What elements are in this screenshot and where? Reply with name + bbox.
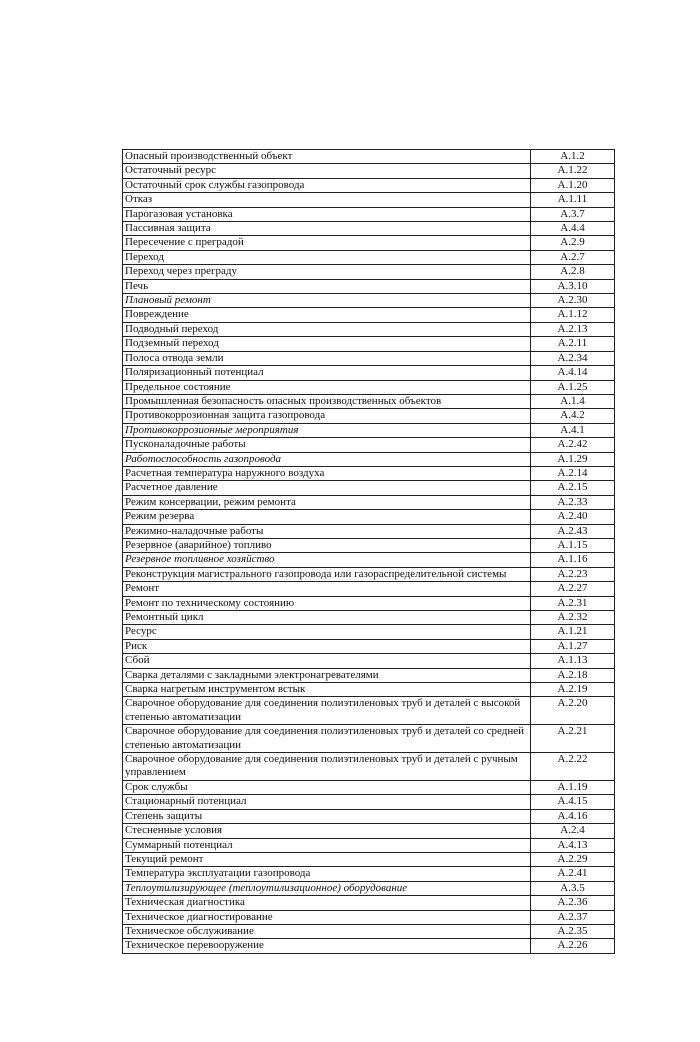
term-cell: Ресурс [123, 625, 531, 639]
reference-cell: А.2.29 [531, 852, 615, 866]
terms-index-table [122, 149, 615, 954]
table-row [123, 725, 615, 753]
term-cell: Парогазовая установка [123, 207, 531, 221]
reference-cell: А.2.20 [531, 697, 615, 725]
term-cell: Техническая диагностика [123, 896, 531, 910]
table-row [123, 351, 615, 365]
term-cell: Техническое диагностирование [123, 910, 531, 924]
table-row [123, 438, 615, 452]
reference-cell: А.2.33 [531, 495, 615, 509]
term-cell: Повреждение [123, 308, 531, 322]
term-cell: Ремонт [123, 582, 531, 596]
term-cell: Теплоутилизирующее (теплоутилизационное) оборудование [123, 881, 531, 895]
table-row [123, 265, 615, 279]
reference-cell: А.2.11 [531, 337, 615, 351]
term-cell: Противокоррозионные мероприятия [123, 423, 531, 437]
reference-cell: А.2.32 [531, 611, 615, 625]
term-cell: Стационарный потенциал [123, 795, 531, 809]
table-row [123, 910, 615, 924]
reference-cell: А.2.18 [531, 668, 615, 682]
reference-cell: А.2.42 [531, 438, 615, 452]
table-row [123, 466, 615, 480]
term-cell: Отказ [123, 193, 531, 207]
table-row [123, 236, 615, 250]
table-row [123, 824, 615, 838]
term-cell: Плановый ремонт [123, 294, 531, 308]
reference-cell: А.4.16 [531, 809, 615, 823]
table-row [123, 366, 615, 380]
reference-cell: А.3.5 [531, 881, 615, 895]
reference-cell: А.3.10 [531, 279, 615, 293]
table-row [123, 553, 615, 567]
table-row [123, 308, 615, 322]
term-cell: Остаточный срок службы газопровода [123, 178, 531, 192]
term-cell: Ремонтный цикл [123, 611, 531, 625]
term-cell: Сбой [123, 654, 531, 668]
reference-cell: А.4.14 [531, 366, 615, 380]
table-row [123, 538, 615, 552]
term-cell: Пусконаладочные работы [123, 438, 531, 452]
reference-cell: А.2.41 [531, 867, 615, 881]
reference-cell: А.2.19 [531, 683, 615, 697]
term-cell: Работоспособность газопровода [123, 452, 531, 466]
reference-cell: А.4.15 [531, 795, 615, 809]
table-row [123, 596, 615, 610]
table-row [123, 639, 615, 653]
table-row [123, 939, 615, 953]
reference-cell: А.2.43 [531, 524, 615, 538]
term-cell: Сварочное оборудование для соединения полиэтиленовых труб и деталей с высокой степенью автоматизации [123, 697, 531, 725]
reference-cell: А.2.9 [531, 236, 615, 250]
term-cell: Ремонт по техническому состоянию [123, 596, 531, 610]
term-cell: Режим консервации, режим ремонта [123, 495, 531, 509]
table-row [123, 668, 615, 682]
reference-cell: А.2.40 [531, 510, 615, 524]
table-row [123, 380, 615, 394]
reference-cell: А.1.4 [531, 394, 615, 408]
reference-cell: А.1.11 [531, 193, 615, 207]
reference-cell: А.2.34 [531, 351, 615, 365]
table-row [123, 452, 615, 466]
reference-cell: А.1.25 [531, 380, 615, 394]
term-cell: Поляризационный потенциал [123, 366, 531, 380]
reference-cell: А.2.15 [531, 481, 615, 495]
table-row [123, 838, 615, 852]
term-cell: Режимно-наладочные работы [123, 524, 531, 538]
table-row [123, 567, 615, 581]
term-cell: Текущий ремонт [123, 852, 531, 866]
reference-cell: А.2.22 [531, 753, 615, 781]
reference-cell: А.2.8 [531, 265, 615, 279]
table-row [123, 896, 615, 910]
term-cell: Сварочное оборудование для соединения полиэтиленовых труб и деталей со средней степенью автоматизации [123, 725, 531, 753]
reference-cell: А.2.27 [531, 582, 615, 596]
term-cell: Резервное топливное хозяйство [123, 553, 531, 567]
term-cell: Подводный переход [123, 322, 531, 336]
term-cell: Промышленная безопасность опасных производственных объектов [123, 394, 531, 408]
reference-cell: А.2.26 [531, 939, 615, 953]
table-row [123, 795, 615, 809]
reference-cell: А.2.7 [531, 250, 615, 264]
table-row [123, 322, 615, 336]
table-row [123, 683, 615, 697]
term-cell: Риск [123, 639, 531, 653]
reference-cell: А.3.7 [531, 207, 615, 221]
term-cell: Сварочное оборудование для соединения полиэтиленовых труб и деталей с ручным управлением [123, 753, 531, 781]
term-cell: Суммарный потенциал [123, 838, 531, 852]
table-row [123, 481, 615, 495]
term-cell: Техническое перевооружение [123, 939, 531, 953]
reference-cell: А.1.29 [531, 452, 615, 466]
reference-cell: А.1.2 [531, 150, 615, 164]
reference-cell: А.1.21 [531, 625, 615, 639]
table-row [123, 582, 615, 596]
reference-cell: А.2.35 [531, 924, 615, 938]
table-row [123, 164, 615, 178]
term-cell: Сварка нагретым инструментом встык [123, 683, 531, 697]
table-row [123, 611, 615, 625]
table-row [123, 809, 615, 823]
table-row [123, 524, 615, 538]
reference-cell: А.2.21 [531, 725, 615, 753]
term-cell: Опасный производственный объект [123, 150, 531, 164]
reference-cell: А.2.30 [531, 294, 615, 308]
table-row [123, 423, 615, 437]
term-cell: Срок службы [123, 780, 531, 794]
term-cell: Пересечение с преградой [123, 236, 531, 250]
term-cell: Полоса отвода земли [123, 351, 531, 365]
table-row [123, 697, 615, 725]
term-cell: Пассивная защита [123, 222, 531, 236]
reference-cell: А.1.12 [531, 308, 615, 322]
table-row [123, 207, 615, 221]
term-cell: Переход через преграду [123, 265, 531, 279]
term-cell: Режим резерва [123, 510, 531, 524]
table-row [123, 510, 615, 524]
term-cell: Реконструкция магистрального газопровода или газораспределительной системы [123, 567, 531, 581]
table-row [123, 222, 615, 236]
term-cell: Техническое обслуживание [123, 924, 531, 938]
term-cell: Расчетная температура наружного воздуха [123, 466, 531, 480]
reference-cell: А.2.13 [531, 322, 615, 336]
table-row [123, 924, 615, 938]
reference-cell: А.1.27 [531, 639, 615, 653]
reference-cell: А.1.19 [531, 780, 615, 794]
table-row [123, 753, 615, 781]
table-row [123, 279, 615, 293]
reference-cell: А.2.37 [531, 910, 615, 924]
reference-cell: А.4.13 [531, 838, 615, 852]
term-cell: Предельное состояние [123, 380, 531, 394]
term-cell: Печь [123, 279, 531, 293]
terms-index-body [123, 150, 615, 954]
table-row [123, 867, 615, 881]
table-row [123, 193, 615, 207]
table-row [123, 881, 615, 895]
reference-cell: А.2.14 [531, 466, 615, 480]
term-cell: Противокоррозионная защита газопровода [123, 409, 531, 423]
table-row [123, 654, 615, 668]
table-row [123, 780, 615, 794]
reference-cell: А.1.15 [531, 538, 615, 552]
reference-cell: А.2.4 [531, 824, 615, 838]
term-cell: Степень защиты [123, 809, 531, 823]
reference-cell: А.2.31 [531, 596, 615, 610]
reference-cell: А.1.13 [531, 654, 615, 668]
table-row [123, 250, 615, 264]
table-row [123, 625, 615, 639]
table-row [123, 294, 615, 308]
reference-cell: А.4.4 [531, 222, 615, 236]
reference-cell: А.4.2 [531, 409, 615, 423]
reference-cell: А.2.23 [531, 567, 615, 581]
term-cell: Температура эксплуатации газопровода [123, 867, 531, 881]
term-cell: Резервное (аварийное) топливо [123, 538, 531, 552]
term-cell: Остаточный ресурс [123, 164, 531, 178]
reference-cell: А.4.1 [531, 423, 615, 437]
term-cell: Переход [123, 250, 531, 264]
table-row [123, 337, 615, 351]
table-row [123, 394, 615, 408]
table-row [123, 495, 615, 509]
term-cell: Стесненные условия [123, 824, 531, 838]
table-row [123, 409, 615, 423]
term-cell: Расчетное давление [123, 481, 531, 495]
reference-cell: А.1.20 [531, 178, 615, 192]
table-row [123, 178, 615, 192]
table-row [123, 150, 615, 164]
term-cell: Сварка деталями с закладными электронагревателями [123, 668, 531, 682]
reference-cell: А.1.22 [531, 164, 615, 178]
table-row [123, 852, 615, 866]
term-cell: Подземный переход [123, 337, 531, 351]
reference-cell: А.2.36 [531, 896, 615, 910]
reference-cell: А.1.16 [531, 553, 615, 567]
